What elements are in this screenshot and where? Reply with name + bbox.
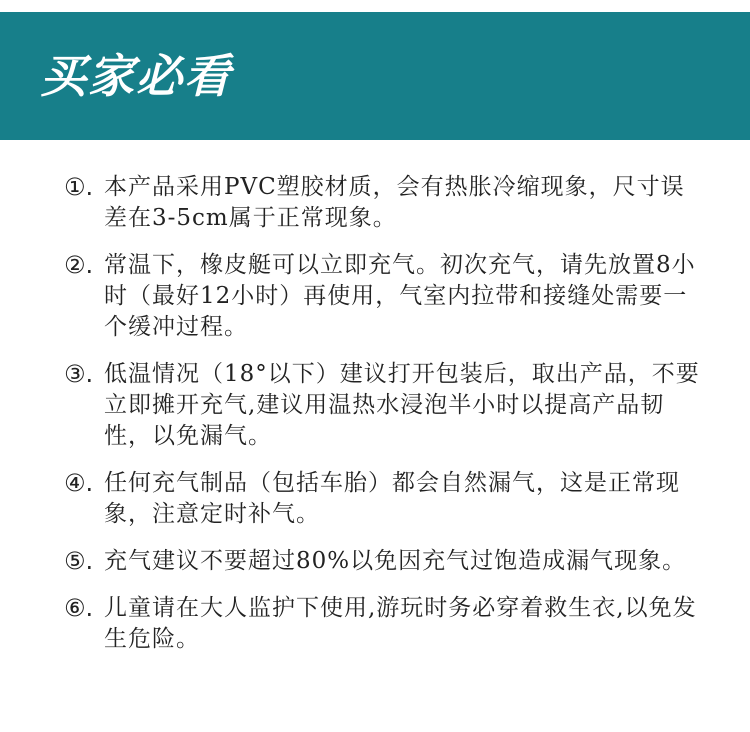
note-item — [64, 359, 704, 452]
note-text: 任何充气制品（包括车胎）都会自然漏气，这是正常现象，注意定时补气。 — [104, 470, 680, 527]
note-number: ②. — [64, 251, 94, 279]
note-item — [64, 546, 704, 577]
note-item — [64, 172, 704, 234]
note-text: 常温下，橡皮艇可以立即充气。初次充气，请先放置8小时（最好12小时）再使用，气室内拉带和接缝处需要一个缓冲过程。 — [104, 252, 696, 340]
note-text: 本产品采用PVC塑胶材质，会有热胀冷缩现象，尺寸误差在3-5cm属于正常现象。 — [104, 174, 685, 231]
note-item — [64, 468, 704, 530]
note-number: ⑤. — [64, 547, 94, 575]
note-text: 低温情况（18°以下）建议打开包装后，取出产品，不要立即摊开充气,建议用温热水浸泡半小时以提高产品韧性，以免漏气。 — [104, 361, 700, 449]
note-number: ③. — [64, 360, 94, 388]
note-number: ①. — [64, 173, 94, 201]
header-banner — [0, 12, 750, 140]
note-item — [64, 593, 704, 655]
note-text: 充气建议不要超过80%以免因充气过饱造成漏气现象。 — [104, 548, 687, 574]
note-number: ⑥. — [64, 594, 94, 622]
notes-list — [64, 172, 704, 671]
page-title: 买家必看 — [40, 49, 232, 103]
note-item — [64, 250, 704, 343]
note-number: ④. — [64, 469, 94, 497]
note-text: 儿童请在大人监护下使用,游玩时务必穿着救生衣,以免发生危险。 — [104, 595, 697, 652]
